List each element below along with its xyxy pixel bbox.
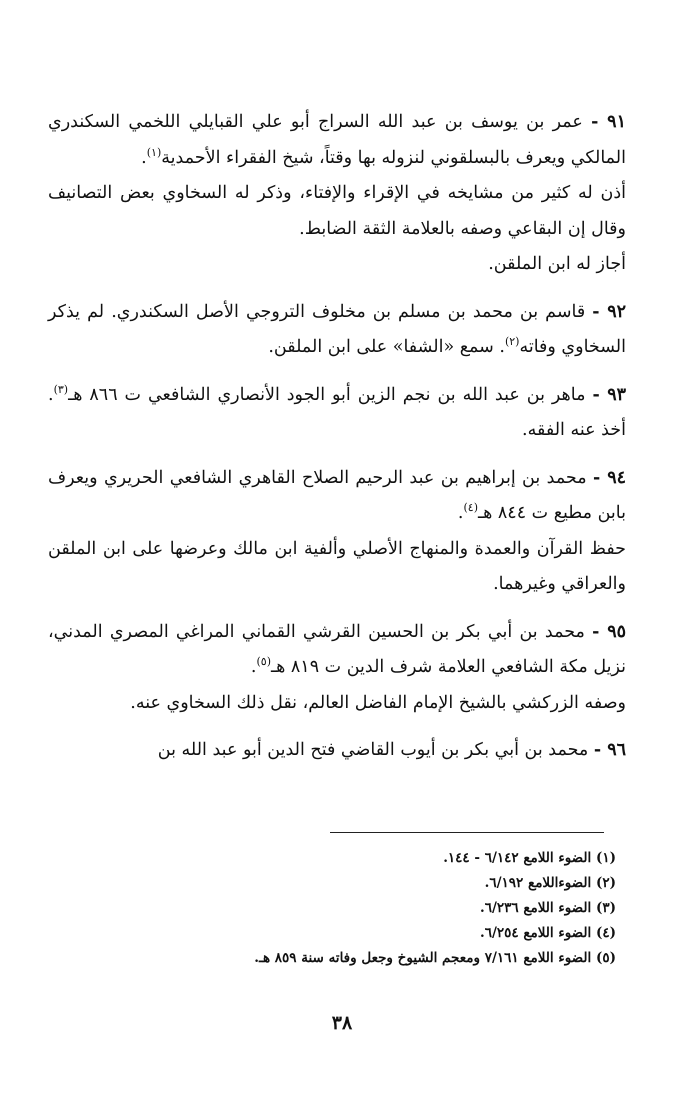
entry-text: عمر بن يوسف بن عبد الله السراج أبو علي القبايلي اللخمي السكندري المالكي ويعرف بالبسلقوني لنزوله بها وقتاً، شيخ الفقراء الأحمدية (48, 112, 626, 168)
footnote-4: (٤) الضوء اللامع ٦/٢٥٤. (479, 925, 616, 941)
entry-paragraph: أجاز له ابن الملقن. (488, 254, 626, 274)
entry-paragraph: وصفه الزركشي بالشيخ الإمام الفاضل العالم، نقل ذلك السخاوي عنه. (130, 692, 626, 713)
footnote-ref: (٥) (256, 655, 271, 669)
entry-91 (48, 105, 626, 283)
entry-number: ٩٣ - (592, 384, 627, 405)
entry-tail: . سمع «الشفا» على ابن الملقن. (268, 337, 505, 357)
footnote-divider (330, 832, 604, 833)
footnote-5: (٥) الضوء اللامع ٧/١٦١ ومعجم الشيوخ وجعل وفاته سنة ٨٥٩ هـ. (254, 950, 616, 966)
entry-number: ٩١ - (591, 112, 626, 132)
entry-heading (48, 378, 626, 449)
entry-heading (48, 105, 626, 176)
entry-number: ٩٢ - (592, 301, 626, 322)
entry-92 (48, 295, 626, 366)
footnote-ref: (٢) (504, 335, 520, 349)
footnote-3: (٣) الضوء اللامع ٦/٢٣٦. (479, 900, 616, 916)
page-number: ٣٨ (331, 1012, 353, 1034)
entry-95 (48, 615, 626, 722)
entry-text: قاسم بن محمد بن مسلم بن مخلوف التروجي الأصل السكندري. لم يذكر السخاوي وفاته (48, 301, 626, 357)
entry-tail: . (141, 147, 147, 168)
footnote-ref: (١) (146, 145, 162, 159)
entry-text: ماهر بن عبد الله بن نجم الزين أبو الجود الأنصاري الشافعي ت ٨٦٦ هـ (68, 384, 586, 405)
entry-heading (48, 461, 626, 532)
footnote-ref: (٣) (53, 382, 69, 396)
entry-94 (48, 461, 626, 603)
entry-tail: . أخذ عنه الفقه. (48, 384, 626, 440)
entry-number: ٩٥ - (592, 621, 626, 642)
entry-tail: . (250, 657, 257, 677)
footnote-1: (١) الضوء اللامع ٦/١٤٢ - ١٤٤. (443, 850, 616, 866)
entry-paragraph: أذن له كثير من مشايخه في الإقراء والإفتاء، وذكر له السخاوي بعض التصانيف وقال إن البقاعي وصفه بالعلامة الثقة الضابط. (48, 183, 626, 239)
entry-number: ٩٦ - (593, 740, 626, 760)
entry-tail: . (457, 503, 464, 523)
entry-paragraph: حفظ القرآن والعمدة والمنهاج الأصلي وألفية ابن مالك وعرضها على ابن الملقن والعراقي وغيرهما. (48, 538, 626, 594)
entry-number: ٩٤ - (593, 467, 626, 488)
entry-96 (48, 733, 626, 769)
entry-heading (48, 733, 626, 769)
footnote-2: (٢) الضوءاللامع ٦/١٩٢. (484, 875, 616, 891)
entry-text: محمد بن أبي بكر بن الحسين القرشي القماني المراغي المصري المدني، نزيل مكة الشافعي العلامة شرف الدين ت ٨١٩ هـ (48, 621, 626, 677)
footnote-ref: (٤) (463, 501, 478, 515)
entry-heading (48, 615, 626, 686)
entry-heading (48, 295, 626, 366)
entry-text: محمد بن أبي بكر بن أيوب القاضي فتح الدين أبو عبد الله بن (157, 740, 589, 760)
footnotes (58, 846, 616, 971)
entry-93 (48, 378, 626, 449)
entry-text: محمد بن إبراهيم بن عبد الرحيم الصلاح القاهري الشافعي الحريري ويعرف بابن مطيع ت ٨٤٤ هـ (48, 467, 626, 523)
entries-list (48, 105, 626, 781)
